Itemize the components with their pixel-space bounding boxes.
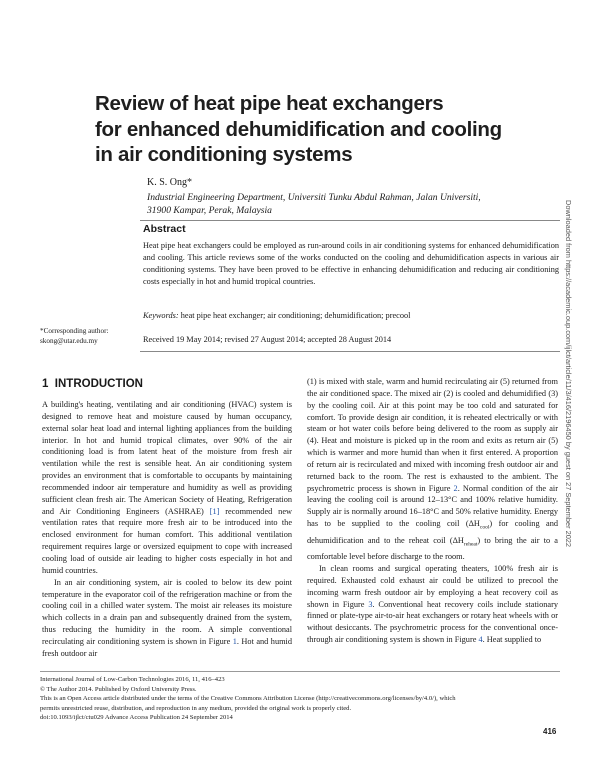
- footer: [40, 675, 560, 723]
- license-text-2: permits unrestricted reuse, distribution, and reproduction in any medium, provided the original work is properly cited.: [40, 704, 352, 712]
- title-line-3: in air conditioning systems: [95, 143, 353, 166]
- doi: doi:10.1093/ijlct/ctu029 Advance Access Publication 24 September 2014: [40, 714, 233, 721]
- corresponding-author: [40, 326, 108, 346]
- corresponding-label: *Corresponding author:: [40, 327, 109, 335]
- keywords: [143, 310, 559, 322]
- affiliation-line-2: 31900 Kampar, Perak, Malaysia: [147, 204, 272, 216]
- abstract-top-rule: [140, 220, 560, 221]
- page-number: 416: [543, 727, 557, 736]
- footer-rule: [40, 671, 560, 672]
- paragraph: (1) is mixed with stale, warm and humid recirculating air (5) returned from the air conditioned space. The mixed air (2) is cooled and dehumidified (3) by the cooling coil. Air at this point may be too cold and saturated for comfort. To provide design air condition, it is reheated electrically or with steam or hot water coils before being delivered to the room as supply air (4). Heat and moisture is picked up in the room and exits as return air (5) which is warmer and more humid than when it first entered. A proportion of return air is recirculated and mixed with incoming fresh outdoor air and returned back to the room. The rest is exhausted to the ambient. The psychrometric process is shown in Figure 2. Normal condition of the air leaving the cooling coil is around 12–13°C and 100% relative humidity. Supply air is normally around 16–18°C and 50% relative humidity. Energy has to be supplied to the cooling coil $(\Delta H_{cool})$ for cooling and dehumidification and to the reheat coil $(\Delta H_{reheat})$ to bring the air to a comfortable level before discharge to the room.: [307, 377, 559, 562]
- title-line-1: Review of heat pipe heat exchangers: [95, 92, 444, 115]
- download-watermark-text: Downloaded from https://academic.oup.com/ijlct/article/11/3/416/2196450 by guest on 27 September 2022: [564, 200, 573, 548]
- paragraph: A building's heating, ventilating and air conditioning (HVAC) system is designed to remove heat and moisture caused by human occupancy, external solar heat load and internal lighting appliances from the building interior. In hot and humid tropical climates, over 90% of the air conditioning load is from latent heat of the moisture from fresh air ventilation while the rest is sensible heat. An air conditioning system provides an environment that is comfortable to occupants by maintaining recommended indoor air temperature and humidity as well as providing sufficient clean fresh air. The American Society of Heating, Refrigeration and Air Conditioning Engineers (ASHRAE) [1] recommended new ventilation rates that require more fresh air to be introduced into the enclosed environment for human comfort. This additional ventilation requirement requires large or oversized equipment to cope with increased cooling load of outside air leading to higher costs especially in hot and humid countries.: [42, 400, 293, 575]
- article-title: [95, 91, 525, 168]
- figure-link[interactable]: 2: [453, 483, 458, 493]
- abstract-text: Heat pipe heat exchangers could be employed as run-around coils in air conditioning systems for enhanced dehumidification and cooling. This article reviews some of the works conducted on the cooling and dehumidification aspects in various air conditioning systems. They have been proved to be effective in enhancing dehumidification and reducing air conditioning costs especially in hot and humid tropical countries.: [143, 241, 559, 287]
- keywords-label: Keywords:: [143, 311, 179, 320]
- body-column-left: [42, 399, 292, 660]
- received-dates: Received 19 May 2014; revised 27 August 2014; accepted 28 August 2014: [143, 335, 392, 344]
- keywords-list: heat pipe heat exchanger; air conditioning; dehumidification; precool: [180, 311, 411, 320]
- affiliation-line-1: Industrial Engineering Department, Universiti Tunku Abdul Rahman, Jalan Universiti,: [147, 192, 481, 203]
- license-text: This is an Open Access article distributed under the terms of the Creative Commons Attribution License (http://creativecommons.org/licenses/by/4.0/), which: [40, 695, 456, 702]
- reference-link[interactable]: [1]: [209, 506, 220, 516]
- figure-link[interactable]: 3: [368, 599, 373, 609]
- section-number: 1: [42, 378, 49, 390]
- corresponding-email[interactable]: skong@utar.edu.my: [40, 337, 98, 345]
- figure-link[interactable]: 1: [232, 636, 237, 646]
- download-watermark: [565, 200, 581, 620]
- journal-citation: International Journal of Low-Carbon Technologies 2016, 11, 416–423: [40, 676, 225, 683]
- section-heading: [42, 378, 143, 390]
- abstract-heading: Abstract: [143, 223, 186, 235]
- affiliation: [147, 192, 547, 217]
- paragraph: In clean rooms and surgical operating theaters, 100% fresh air is required. Exhausted cold exhaust air could be utilized to precool the incoming warm fresh outdoor air by employing a heat recovery coil as shown in Figure 3. Conventional heat recovery coils include stationary finned or plate-type air-to-air heat exchangers or rotary heat wheels with or without desiccants. The psychrometric process for the conventional once-through air conditioning system is shown in Figure 4. Heat supplied to: [307, 563, 558, 645]
- body-column-right: [307, 376, 558, 646]
- copyright: © The Author 2014. Published by Oxford University Press.: [40, 685, 197, 693]
- title-line-2: for enhanced dehumidification and cooling: [95, 117, 502, 141]
- figure-link[interactable]: 4: [478, 635, 483, 645]
- abstract-bottom-rule: [140, 351, 560, 352]
- paragraph: In an air conditioning system, air is cooled to below its dew point temperature in the evaporator coil of the refrigeration machine or from the cooling coil in a chilled water system. The moist air releases its moisture which collects in a drain pan and subsequently drained from the system, thus reducing the humidity in the room. A simple conventional recirculating air conditioning system is shown in Figure 1. Hot and humid fresh outdoor air: [42, 577, 292, 658]
- author-name: K. S. Ong*: [147, 177, 193, 188]
- section-title: INTRODUCTION: [54, 378, 143, 390]
